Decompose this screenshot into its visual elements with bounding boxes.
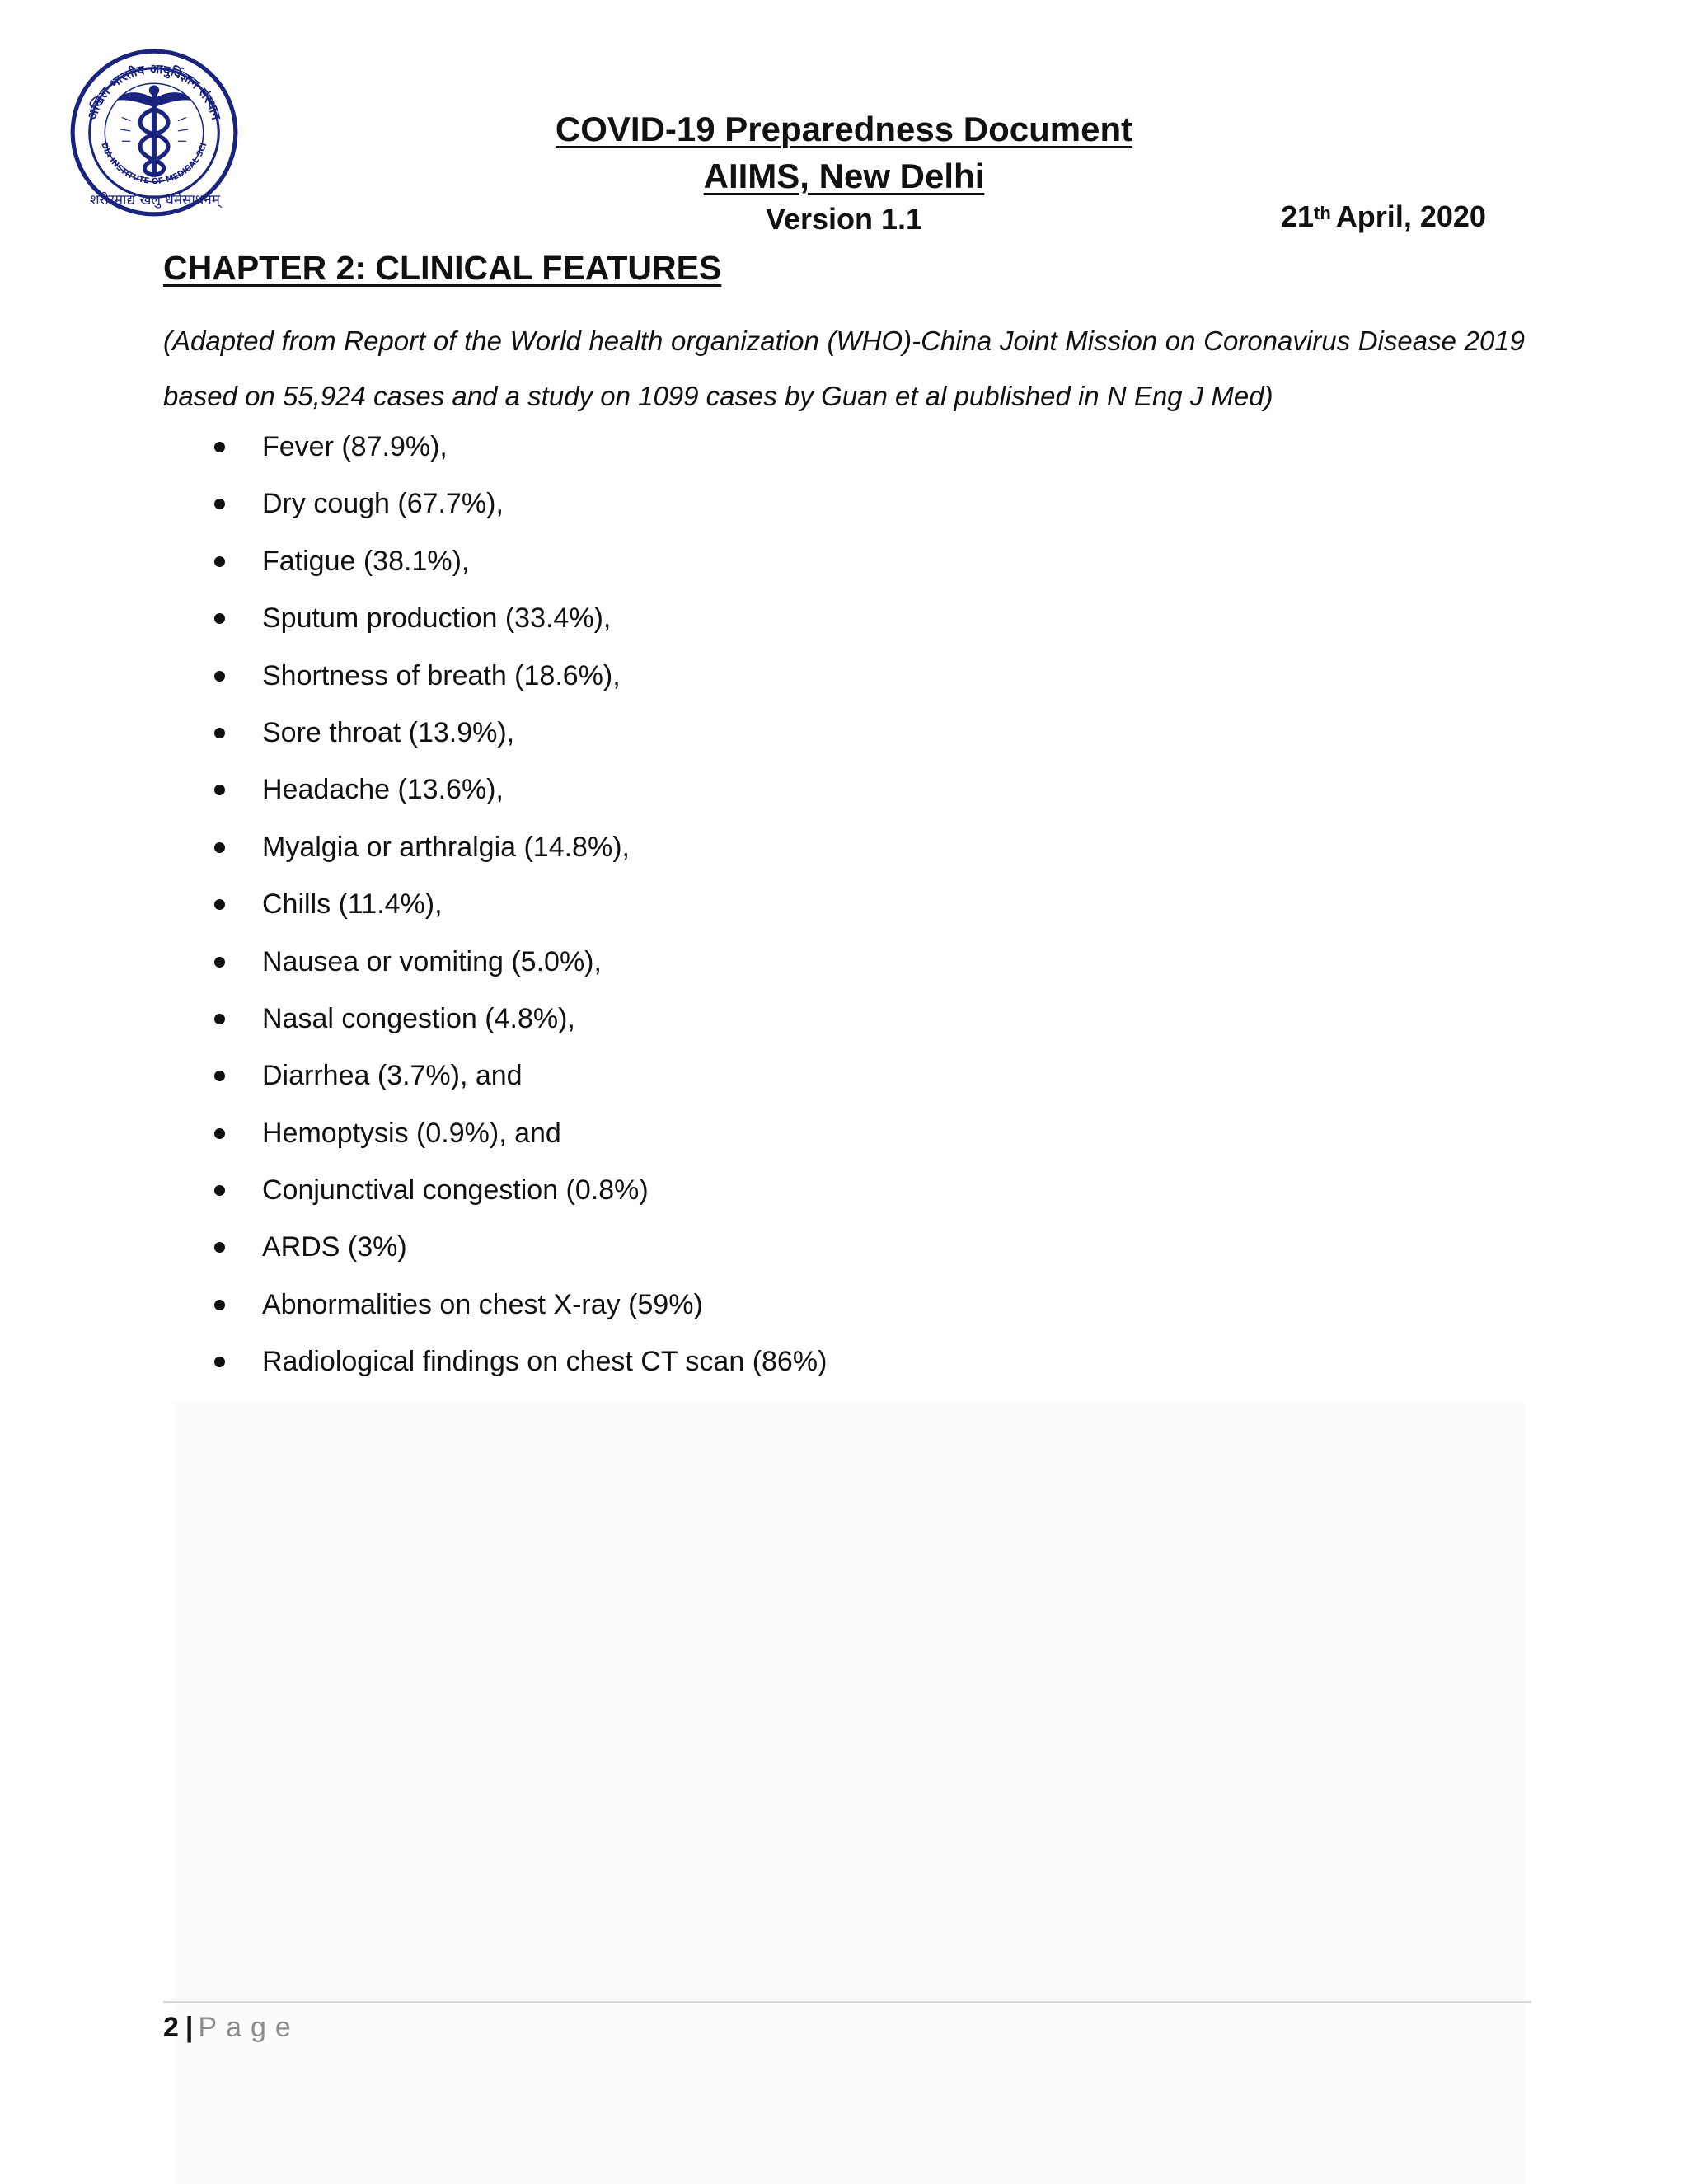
footer-separator: | [185, 2012, 194, 2043]
document-date [1281, 199, 1486, 234]
svg-text:ALL INDIA INSTITUTE OF MEDICAL: DIA INSTITUTE OF MEDICAL SCI [99, 141, 209, 186]
symptom-text: Nausea or vomiting (5.0%), [262, 945, 602, 977]
page-number: 2 [163, 2012, 179, 2043]
symptom-text: Nasal congestion (4.8%), [262, 1002, 575, 1034]
footer-divider [163, 2001, 1531, 2003]
symptom-text: Fever (87.9%), [262, 431, 448, 462]
date-month-year: April, 2020 [1335, 199, 1486, 233]
bullet-icon [214, 1128, 225, 1139]
symptom-text: Dry cough (67.7%), [262, 488, 504, 520]
symptom-text: Myalgia or arthralgia (14.8%), [262, 831, 630, 863]
bullet-icon [214, 785, 225, 795]
bullet-icon [214, 899, 225, 910]
bullet-icon [214, 1357, 225, 1367]
bullet-icon [214, 613, 225, 624]
symptom-text: Diarrhea (3.7%), and [262, 1060, 523, 1092]
bullet-icon [214, 957, 225, 968]
symptom-text: Fatigue (38.1%), [262, 545, 470, 577]
logo-motto: शरीरमाद्यं खलु धर्मसाधनम् [90, 192, 220, 209]
bullet-icon [214, 1014, 225, 1024]
symptom-text: Sore throat (13.9%), [262, 716, 515, 748]
symptom-text: Abnormalities on chest X-ray (59%) [262, 1288, 703, 1320]
bullet-icon [214, 671, 225, 682]
page-background-shade [173, 1401, 1525, 2184]
chapter-heading: CHAPTER 2: CLINICAL FEATURES [163, 249, 722, 287]
version-label: Version 1.1 [765, 202, 923, 236]
bullet-icon [214, 1185, 225, 1196]
bullet-icon [214, 842, 225, 853]
svg-text:अखिल भारतीय आयुर्विज्ञान संस्थ: अखिल भारतीय आयुर्विज्ञान संस्थान [84, 61, 224, 122]
document-title: COVID-19 Preparedness Document [555, 110, 1133, 148]
page-word: Page [198, 2012, 300, 2043]
symptom-text: Radiological findings on chest CT scan (86%) [262, 1346, 828, 1378]
chapter-intro: (Adapted from Report of the World health organization (WHO)-China Joint Mission on Coronavirus Disease 2019 based on 55,924 cases and a study on 1099 cases by Guan et al published in N Eng J Med) [163, 326, 1525, 411]
symptom-text: Headache (13.6%), [262, 774, 504, 806]
page-footer [163, 2011, 300, 2044]
bullet-icon [214, 728, 225, 738]
bullet-icon [214, 1071, 225, 1081]
date-suffix: th [1314, 203, 1331, 223]
bullet-icon [214, 1300, 225, 1310]
institution-name: AIIMS, New Delhi [703, 157, 985, 195]
bullet-icon [214, 1242, 225, 1253]
bullet-icon [214, 442, 225, 452]
symptom-text: Conjunctival congestion (0.8%) [262, 1174, 649, 1207]
symptom-text: ARDS (3%) [262, 1231, 407, 1263]
bullet-icon [214, 556, 225, 567]
symptom-text: Shortness of breath (18.6%), [262, 659, 621, 691]
bullet-icon [214, 499, 225, 509]
symptom-text: Hemoptysis (0.9%), and [262, 1117, 561, 1149]
symptom-text: Sputum production (33.4%), [262, 602, 612, 635]
symptom-text: Chills (11.4%), [262, 888, 443, 921]
date-day: 21 [1281, 199, 1315, 233]
